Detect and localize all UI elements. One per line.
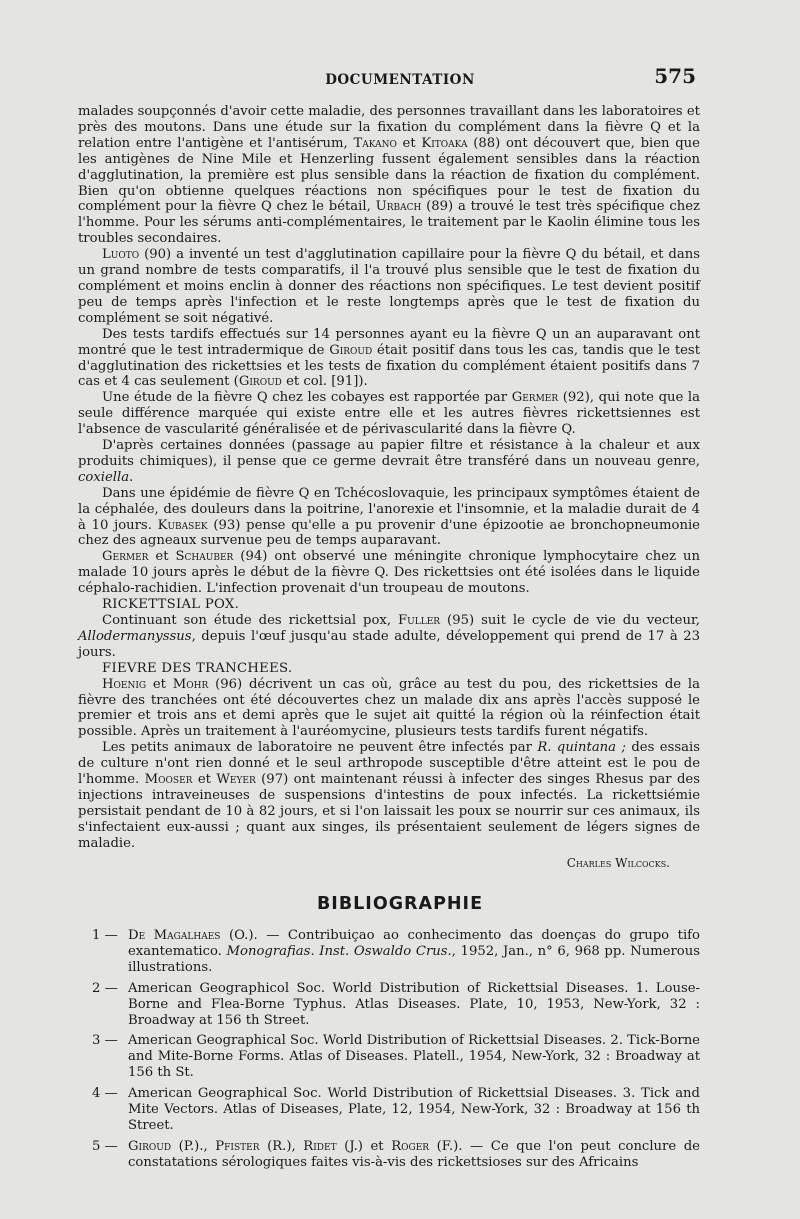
paragraph: malades soupçonnés d'avoir cette maladie, des personnes travaillant dans les laboratoires et près des moutons. Dans une étude sur la fixation du complément dans la fièvre Q et la relation entre l'antigène et l'antisérum, Takano et Kitoaka (88) ont découvert que, bien que les antigènes de Nine Mile et Henzerling fussent également sensibles dans la réaction d'agglutination, la première est plus sensible dans la réaction de fixation du complément. Bien qu'on obtienne quelques réactions non spécifiques pour le test de fixation du complément pour la fièvre Q chez le bétail, Urbach (89) a trouvé le test très spécifique chez l'homme. Pour les sérums anti-complémentaires, le traitement par le Kaolin élimine tous les troubles secondaires.	[78, 104, 700, 247]
paragraph: Germer et Schauber (94) ont observé une méningite chronique lymphocytaire chez un malade 10 jours après le début de la fièvre Q. Des rickettsies ont été isolées dans le liquide céphalo-rachidien. L'infection provenait d'un troupeau de moutons.	[78, 549, 700, 597]
bibliography-number: 4 —	[92, 1086, 118, 1102]
bibliography-number: 5 —	[92, 1138, 118, 1154]
bibliography-entry	[78, 928, 700, 976]
bibliography-list	[78, 928, 700, 1176]
bibliography-number: 3 —	[92, 1033, 118, 1049]
section-heading: FIEVRE DES TRANCHEES.	[102, 660, 293, 676]
bibliography-text: American Geographical Soc. World Distribution of Rickettsial Diseases. 3. Tick and Mite Vectors. Atlas of Diseases, Plate, 12, 1954, New-York, 32 : Broadway at 156 th Street.	[128, 1086, 700, 1133]
running-title: DOCUMENTATION	[325, 72, 475, 88]
paragraph: Hoenig et Mohr (96) décrivent un cas où, grâce au test du pou, des rickettsies de la fièvre des tranchées ont été découvertes chez un malade dix ans après l'accès supposé le premier et trois ans et demi après que le sujet ait quitté la région où la réinfection était possible. Après un traitement à l'auréomycine, plusieurs tests tardifs furent négatifs.	[78, 676, 700, 740]
bibliography-text: Giroud (P.)., Pfister (R.), Ridet (J.) et Roger (F.). — Ce que l'on peut conclure de constatations sérologiques faites vis-à-vis des rickettsioses sur des Africains	[128, 1138, 700, 1170]
bibliography-number: 2 —	[92, 980, 118, 996]
bibliography-entry	[78, 981, 700, 1029]
bibliography-entry	[78, 1086, 700, 1134]
main-text	[78, 104, 700, 872]
author-signature: Charles Wilcocks.	[566, 855, 670, 870]
page-header	[0, 64, 800, 104]
paragraph: D'après certaines données (passage au papier filtre et résistance à la chaleur et aux produits chimiques), il pense que ce germe devrait être transféré dans un nouveau genre, coxiella.	[78, 438, 700, 485]
paragraph: Des tests tardifs effectués sur 14 personnes ayant eu la fièvre Q un an auparavant ont montré que le test intradermique de Giroud était positif dans tous les cas, tandis que le test d'agglutination des rickettsies et les tests de fixation du complément étaient positifs dans 7 cas et 4 cas seulement (Giroud et col. [91]).	[78, 326, 700, 390]
bibliography-entry	[78, 1033, 700, 1081]
bibliography-text: American Geographical Soc. World Distribution of Rickettsial Diseases. 2. Tick-Borne and Mite-Borne Forms. Atlas of Diseases. Platell., 1954, New-York, 32 : Broadway at 156 th St.	[128, 1033, 700, 1081]
page-number: 575	[654, 64, 696, 88]
bibliography-text: De Magalhaes (O.). — Contribuiçao ao conhecimento das doenças do grupo tifo exantematico. Monografias. Inst. Oswaldo Crus., 1952, Jan., n° 6, 968 pp. Numerous illustrations.	[128, 928, 700, 975]
paragraph: Luoto (90) a inventé un test d'agglutination capillaire pour la fièvre Q du bétail, et dans un grand nombre de tests comparatifs, il l'a trouvé plus sensible que le test de fixation du complément et moins enclin à donner des réactions non spécifiques. Le test devient positif peu de temps après l'infection et le reste longtemps après que le test de fixation du complément se soit négativé.	[78, 247, 700, 326]
bibliography-entry	[78, 1139, 700, 1171]
paragraph: Dans une épidémie de fièvre Q en Tchécoslovaquie, les principaux symptômes étaient de la céphalée, des douleurs dans la poitrine, l'anorexie et l'insomnie, et la maladie durait de 4 à 10 jours. Kubasek (93) pense qu'elle a pu provenir d'une épizootie ae bronchopneumonie chez des agneaux survenue peu de temps auparavant.	[78, 485, 700, 549]
bibliography-title: BIBLIOGRAPHIE	[316, 894, 484, 914]
paragraph: Une étude de la fièvre Q chez les cobayes est rapportée par Germer (92), qui note que la seule différence marquée qui existe entre elle et les autres fièvres rickettsiennes est l'absence de vascularité généralisée et de périvascularité dans la fièvre Q.	[78, 390, 701, 438]
bibliography-number: 1 —	[92, 928, 118, 943]
bibliography-text: American Geographicol Soc. World Distribution of Rickettsial Diseases. 1. Louse-Borne and Flea-Borne Typhus. Atlas Diseases. Plate, 10, 1953, New-York, 32 : Broadway at 156 th Street.	[128, 980, 700, 1028]
paragraph: Les petits animaux de laboratoire ne peuvent être infectés par R. quintana ; des essais de culture n'ont rien donné et le seul arthropode susceptible d'être atteint est le pou de l'homme. Mooser et Weyer (97) ont maintenant réussi à infecter des singes Rhesus par des injections intraveineuses de suspensions d'intestins de poux infectés. La rickettsiémie persistait pendant de 10 à 82 jours, et si l'on laissait les poux se nourrir sur ces animaux, ils s'infectaient eux-aussi ; quant aux singes, ils présentaient seulement de légers signes de maladie.	[78, 740, 700, 851]
paragraph: Continuant son étude des rickettsial pox, Fuller (95) suit le cycle de vie du vecteur, Allodermanyssus, depuis l'œuf jusqu'au stade adulte, développement qui prend de 17 à 23 jours.	[78, 613, 700, 660]
section-heading: RICKETTSIAL POX.	[102, 597, 240, 613]
